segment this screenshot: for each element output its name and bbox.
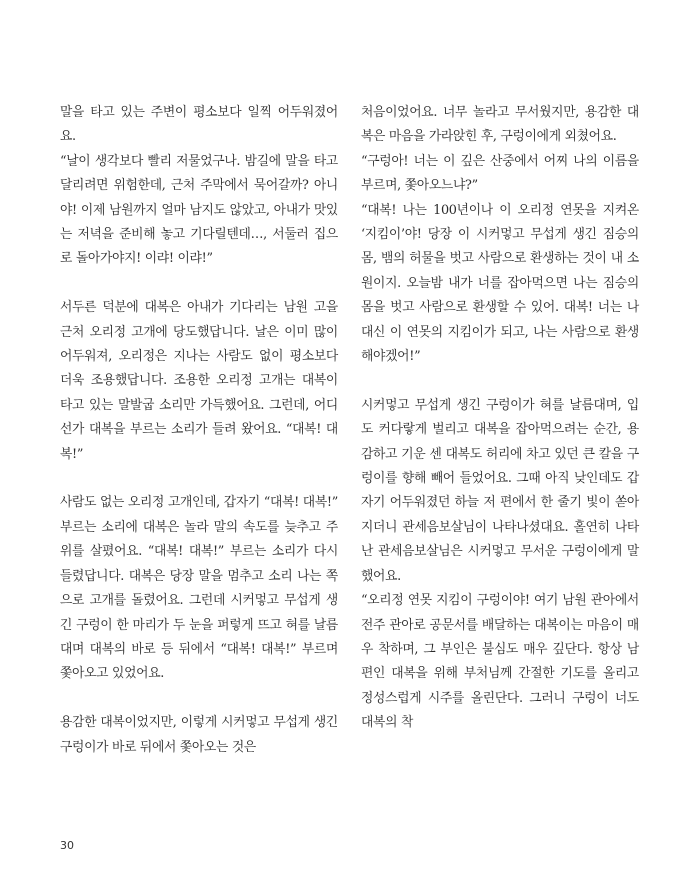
paragraph: “날이 생각보다 빨리 저물었구나. 밤길에 말을 타고 달리려면 위험한데, 근처 주막에서 묵어갈까? 아니야! 이제 남원까지 얼마 남지도 않았고, 아내가 맛있는 저녁을 준비해 놓고 기다릴텐데…, 서둘러 집으로 돌아가야지! 이랴! 이랴!”	[60, 153, 338, 267]
paragraph: 말을 타고 있는 주변이 평소보다 일찍 어두워졌어요.	[60, 105, 338, 145]
page-number: 30	[60, 839, 74, 852]
paragraph: “대복! 나는 100년이나 이 오리정 연못을 지켜온 ‘지킴이’야! 당장 이 시커멓고 무섭게 생긴 짐승의 몸, 뱀의 허물을 벗고 사람으로 환생하는 것이 내 소원이지. 오늘밤 내가 너를 잡아먹으면 나는 짐승의 몸을 벗고 사람으로 환생할 수 있어. 대복! 너는 나 대신 이 연못의 지킴이가 되고, 나는 사람으로 환생해야겠어!”	[361, 202, 639, 365]
paragraph: 용감한 대복이었지만, 이렇게 시커멓고 무섭게 생긴 구렁이가 바로 뒤에서 쫓아오는 것은	[60, 715, 338, 755]
left-text-column	[60, 101, 338, 760]
paragraph: 사람도 없는 오리정 고개인데, 갑자기 “대복! 대복!” 부르는 소리에 대복은 놀라 말의 속도를 늦추고 주위를 살폈어요. “대복! 대복!” 부르는 소리가 다시 들렸답니다. 대복은 당장 말을 멈추고 소리 나는 쪽으로 고개를 돌렸어요. 그런데 시커멓고 무섭게 생긴 구렁이 한 마리가 두 눈을 퍼렇게 뜨고 혀를 날름대며 대복의 바로 등 뒤에서 “대복! 대복!” 부르며 쫓아오고 있었어요.	[60, 495, 338, 682]
paragraph: 서두른 덕분에 대복은 아내가 기다리는 남원 고을 근처 오리정 고개에 당도했답니다. 날은 이미 많이 어두워져, 오리정은 지나는 사람도 없이 평소보다 더욱 조용했답니다. 조용한 오리정 고개는 대복이 타고 있는 말발굽 소리만 가득했어요. 그런데, 어디선가 대복을 부르는 소리가 들려 왔어요. “대복! 대복!”	[60, 300, 338, 462]
paragraph: “구렁아! 너는 이 깊은 산중에서 어찌 나의 이름을 부르며, 쫓아오느냐?”	[361, 153, 639, 194]
paragraph: “오리정 연못 지킴이 구렁이야! 여기 남원 관아에서 전주 관아로 공문서를 배달하는 대복이는 마음이 매우 착하며, 그 부인은 불심도 매우 깊단다. 항상 남편인 대복을 위해 부처님께 간절한 기도를 올리고 정성스럽게 시주를 올린단다. 그러니 구렁이 너도 대복의 착	[361, 593, 639, 731]
paragraph: 시커멓고 무섭게 생긴 구렁이가 혀를 날름대며, 입도 커다랗게 벌리고 대복을 잡아먹으려는 순간, 용감하고 기운 센 대복도 허리에 차고 있던 큰 칼을 구렁이를 향해 빼어 들었어요. 그때 아직 낮인데도 갑자기 어두워졌던 하늘 저 편에서 한 줄기 빛이 쏟아지더니 관세음보살님이 나타나셨대요. 홀연히 나타난 관세음보살님은 시커멓고 무서운 구렁이에게 말했어요.	[361, 397, 639, 584]
paragraph: 처음이었어요. 너무 놀라고 무서웠지만, 용감한 대복은 마음을 가라앉힌 후, 구렁이에게 외쳤어요.	[361, 105, 639, 145]
right-text-column	[361, 101, 639, 736]
